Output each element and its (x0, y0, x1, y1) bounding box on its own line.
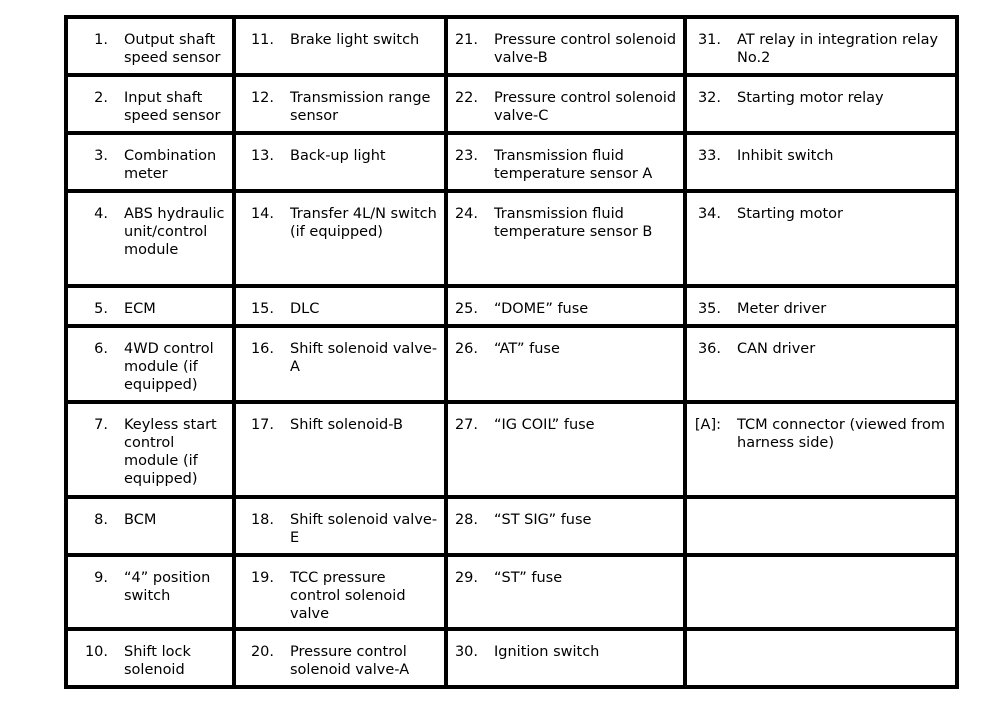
legend-cell (66, 326, 234, 402)
legend-cell (446, 133, 685, 191)
legend-cell (446, 402, 685, 497)
legend-item-number: 31. (697, 32, 721, 48)
legend-cell (446, 497, 685, 555)
legend-cell (66, 402, 234, 497)
legend-cell (66, 133, 234, 191)
legend-cell (66, 191, 234, 286)
legend-item-label: “ST” fuse (494, 570, 563, 586)
legend-item-label: Starting motor (737, 206, 843, 222)
legend-row (66, 497, 957, 555)
legend-item-label: Transfer 4L/N switch (if equipped) (290, 206, 437, 240)
legend-cell (446, 191, 685, 286)
legend-item-label: Transmission range sensor (290, 90, 431, 124)
legend-item-number: 30. (454, 644, 478, 660)
legend-item-number: 6. (94, 341, 108, 357)
legend-item-label: Shift solenoid-B (290, 417, 403, 433)
legend-cell (234, 629, 446, 687)
legend-cell (66, 75, 234, 133)
legend-item-label: Pressure control solenoid valve-A (290, 644, 410, 678)
legend-item-number: 25. (454, 301, 478, 317)
legend-item-number: 10. (84, 644, 108, 660)
legend-item-number: 24. (454, 206, 478, 222)
legend-item-label: “ST SIG” fuse (494, 512, 592, 528)
legend-cell (685, 402, 957, 497)
legend-item-number: 22. (454, 90, 478, 106)
legend-cell (234, 191, 446, 286)
legend-cell (446, 75, 685, 133)
legend-cell (234, 326, 446, 402)
legend-cell (234, 75, 446, 133)
legend-item-number: 13. (250, 148, 274, 164)
legend-cell (66, 497, 234, 555)
legend-item-label: DLC (290, 301, 320, 317)
legend-item-number: 33. (697, 148, 721, 164)
legend-item-label: Starting motor relay (737, 90, 884, 106)
legend-item-label: Pressure control solenoid valve-C (494, 90, 677, 124)
legend-item-label: Shift solenoid valve-E (290, 512, 438, 546)
legend-item-label: Output shaft speed sensor (124, 32, 221, 66)
legend-cell (234, 17, 446, 75)
legend-cell (446, 326, 685, 402)
legend-item-number: 32. (697, 90, 721, 106)
legend-item-label: AT relay in integration relay No.2 (737, 32, 939, 66)
legend-item-label: Transmission fluid temperature sensor A (494, 148, 653, 182)
legend-item-number: 5. (94, 301, 108, 317)
legend-cell (685, 191, 957, 286)
legend-item-number: 3. (94, 148, 108, 164)
legend-item-label: Ignition switch (494, 644, 600, 660)
legend-row (66, 286, 957, 326)
legend-item-label: Transmission fluid temperature sensor B (494, 206, 653, 240)
legend-item-label: Combination meter (124, 148, 217, 182)
legend-item-number: 9. (94, 570, 108, 586)
legend-cell (446, 555, 685, 629)
legend-cell (234, 402, 446, 497)
legend-item-label: TCM connector (viewed from harness side) (737, 417, 946, 451)
legend-cell (234, 286, 446, 326)
legend-item-label: Shift solenoid valve-A (290, 341, 438, 375)
legend-item-label: Inhibit switch (737, 148, 834, 164)
legend-cell (685, 17, 957, 75)
legend-cell (446, 629, 685, 687)
legend-item-label: CAN driver (737, 341, 816, 357)
legend-item-number: 16. (250, 341, 274, 357)
legend-item-number: 8. (94, 512, 108, 528)
legend-cell (234, 133, 446, 191)
legend-item-number: 18. (250, 512, 274, 528)
legend-cell (66, 286, 234, 326)
legend-item-number: 27. (454, 417, 478, 433)
legend-item-label: Meter driver (737, 301, 827, 317)
legend-item-number: 26. (454, 341, 478, 357)
legend-item-label: “DOME” fuse (494, 301, 589, 317)
legend-item-number: 17. (250, 417, 274, 433)
legend-item-number: 1. (94, 32, 108, 48)
legend-item-number: 36. (697, 341, 721, 357)
legend-item-number: 34. (697, 206, 721, 222)
legend-item-number: 20. (250, 644, 274, 660)
legend-item-number: 35. (697, 301, 721, 317)
legend-item-label: “4” position switch (124, 570, 211, 604)
legend-cell (66, 555, 234, 629)
legend-item-number: 7. (94, 417, 108, 433)
legend-item-number: 4. (94, 206, 108, 222)
legend-item-number: 11. (250, 32, 274, 48)
legend-item-number: 14. (250, 206, 274, 222)
legend-row (66, 191, 957, 286)
legend-cell (66, 17, 234, 75)
legend-item-number: 2. (94, 90, 108, 106)
legend-item-label: Brake light switch (290, 32, 420, 48)
legend-cell (685, 75, 957, 133)
legend-item-number: 19. (250, 570, 274, 586)
legend-row (66, 402, 957, 497)
legend-item-number: 15. (250, 301, 274, 317)
legend-item-label: Pressure control solenoid valve-B (494, 32, 677, 66)
legend-cell (685, 497, 957, 555)
legend-body (66, 17, 957, 687)
legend-item-label: Shift lock solenoid (124, 644, 191, 678)
legend-row (66, 133, 957, 191)
legend-cell (234, 555, 446, 629)
legend-item-label: “AT” fuse (494, 341, 560, 357)
legend-item-number: 29. (454, 570, 478, 586)
legend-row (66, 17, 957, 75)
legend-row (66, 326, 957, 402)
legend-item-number: 21. (454, 32, 478, 48)
legend-item-label: BCM (124, 512, 157, 528)
legend-item-number: 12. (250, 90, 274, 106)
legend-table (64, 15, 959, 689)
legend-cell (234, 497, 446, 555)
legend-cell (685, 326, 957, 402)
legend-item-label: Keyless start control module (if equipped) (124, 417, 217, 487)
legend-cell (685, 133, 957, 191)
legend-cell (685, 629, 957, 687)
legend-row (66, 629, 957, 687)
legend-cell (446, 17, 685, 75)
legend-cell (446, 286, 685, 326)
legend-cell (685, 555, 957, 629)
legend-item-number: 28. (454, 512, 478, 528)
legend-item-label: “IG COIL” fuse (494, 417, 595, 433)
legend-item-label: TCC pressure control solenoid valve (290, 570, 406, 622)
legend-cell (66, 629, 234, 687)
legend-item-number: [A]: (694, 417, 721, 433)
legend-row (66, 555, 957, 629)
legend-row (66, 75, 957, 133)
legend-item-label: ECM (124, 301, 156, 317)
legend-item-number: 23. (454, 148, 478, 164)
legend-item-label: Input shaft speed sensor (124, 90, 221, 124)
legend-item-label: Back-up light (290, 148, 386, 164)
legend-cell (685, 286, 957, 326)
legend-item-label: ABS hydraulic unit/control module (124, 206, 225, 258)
legend-item-label: 4WD control module (if equipped) (124, 341, 214, 393)
